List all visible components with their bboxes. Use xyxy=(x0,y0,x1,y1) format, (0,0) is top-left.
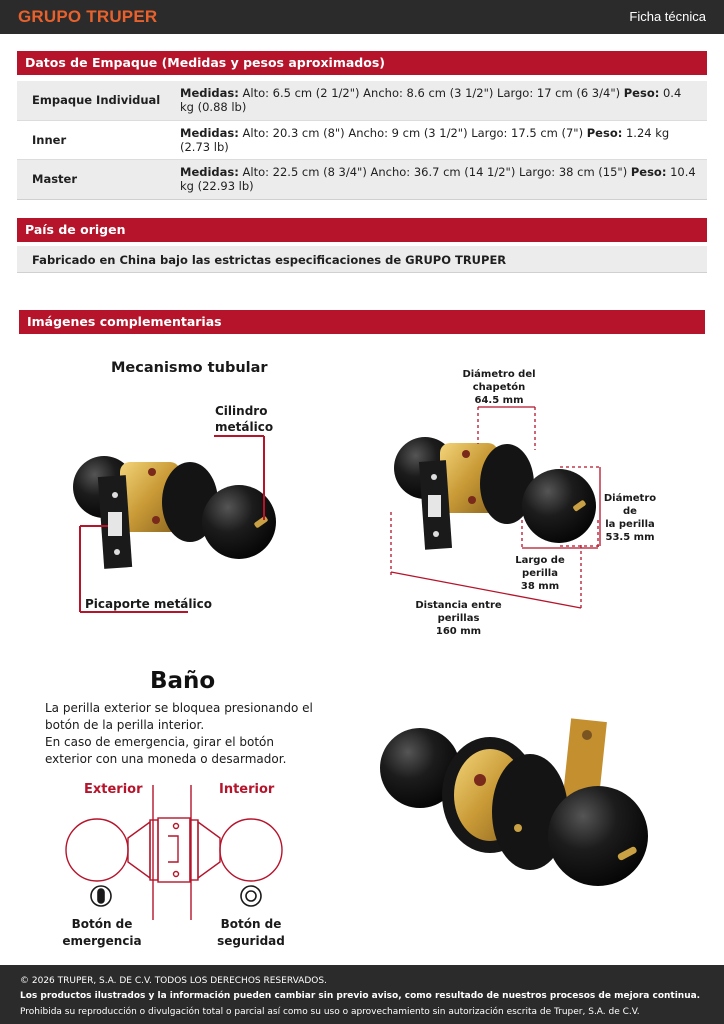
footer-copyright: © 2026 TRUPER, S.A. DE C.V. TODOS LOS DERECHOS RESERVADOS. xyxy=(20,976,327,986)
bathroom-description: La perilla exterior se bloquea presionando el botón de la perilla interior. En caso de emergencia, girar el botón exterior con una moneda o desarmador. xyxy=(45,701,313,767)
origin-section-title: País de origen xyxy=(17,218,707,242)
knob-distance-label: Distancia entre perillas 160 mm xyxy=(415,600,502,637)
row-value: Medidas: Alto: 6.5 cm (2 1/2") Ancho: 8.6 cm (3 1/2") Largo: 17 cm (6 3/4") Peso: 0.4 kg (0.88 lb) xyxy=(177,81,707,120)
interior-label: Interior xyxy=(219,782,275,797)
row-label: Empaque Individual xyxy=(17,81,177,120)
row-value: Medidas: Alto: 22.5 cm (8 3/4") Ancho: 36.7 cm (14 1/2") Largo: 38 cm (15") Peso: 10.4 kg (22.93 lb) xyxy=(177,159,707,199)
latch-callout: Picaporte metálico xyxy=(85,597,212,611)
bathroom-lock-drawing xyxy=(380,718,648,886)
emergency-button-label: Botón de emergencia xyxy=(62,917,142,948)
security-button-icon xyxy=(241,886,261,906)
images-section-title: Imágenes complementarias xyxy=(19,310,705,334)
footer-notice: Los productos ilustrados y la información pueden cambiar sin previo aviso, como resultado de nuestros procesos de mejora continua. xyxy=(20,991,701,1002)
knob-length-label: Largo de perilla 38 mm xyxy=(515,555,565,592)
exterior-label: Exterior xyxy=(84,782,143,797)
rosette-diameter-label: Diámetro del chapetón 64.5 mm xyxy=(462,369,536,406)
packaging-section-title: Datos de Empaque (Medidas y pesos aproximados) xyxy=(17,51,707,75)
row-label: Inner xyxy=(17,120,177,159)
emergency-button-icon xyxy=(91,886,111,906)
mechanism-title: Mecanismo tubular xyxy=(111,360,268,376)
origin-text: Fabricado en China bajo las estrictas especificaciones de GRUPO TRUPER xyxy=(17,246,707,273)
row-value: Medidas: Alto: 20.3 cm (8") Ancho: 9 cm (3 1/2") Largo: 17.5 cm (7") Peso: 1.24 kg (2.73 lb) xyxy=(177,120,707,159)
footer xyxy=(0,965,724,1024)
bathroom-title: Baño xyxy=(150,668,216,694)
document-type: Ficha técnica xyxy=(629,9,706,24)
lock-mechanism-drawing xyxy=(73,436,276,612)
security-button-label: Botón de seguridad xyxy=(217,917,285,948)
row-label: Master xyxy=(17,159,177,199)
cylinder-callout: Cilindro metálico xyxy=(215,404,274,435)
footer-prohibition: Prohibida su reproducción o divulgación total o parcial así como su uso o aprovechamiento sin autorización escrita de Truper, S.A. de C.V. xyxy=(20,1006,640,1017)
knob-diameter-label: Diámetro de la perilla 53.5 mm xyxy=(603,493,657,543)
brand-logo: GRUPO TRUPER xyxy=(18,7,158,26)
